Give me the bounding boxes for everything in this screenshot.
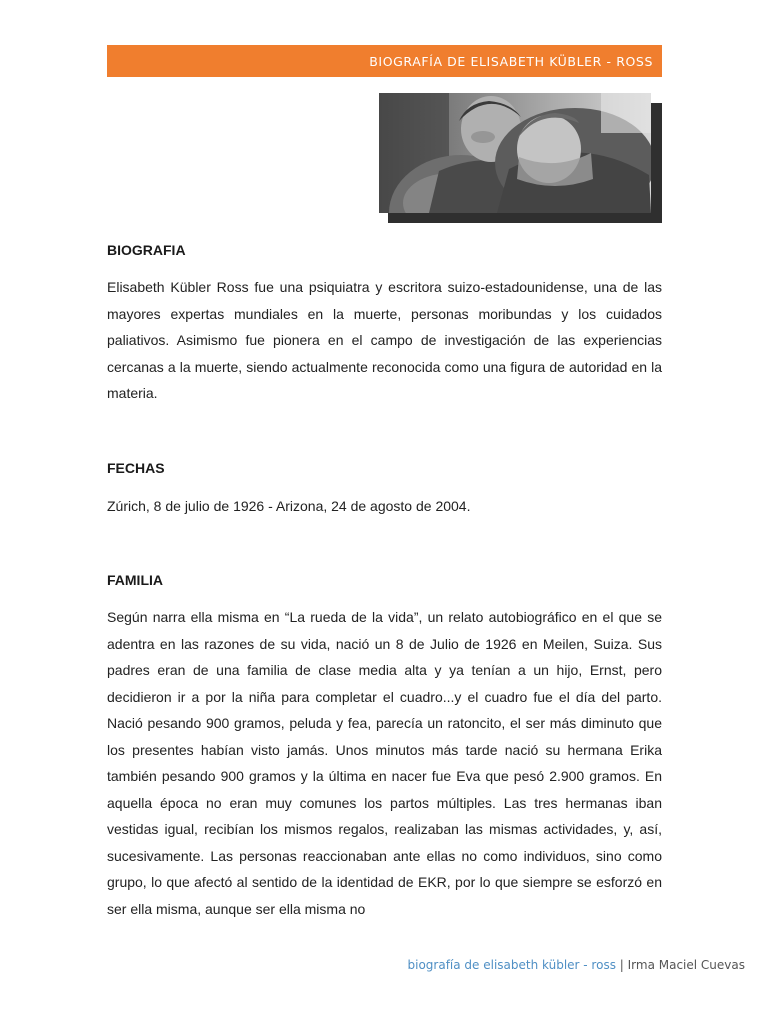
photo-illustration xyxy=(379,93,651,213)
section-title-biografia: BIOGRAFIA xyxy=(107,242,186,258)
header-bar xyxy=(107,45,662,77)
document-title: BIOGRAFÍA DE ELISABETH KÜBLER - ROSS xyxy=(369,53,653,69)
footer-document-title: biografía de elisabeth kübler - ross xyxy=(407,958,616,972)
page-footer xyxy=(408,958,746,972)
paragraph-familia: Según narra ella misma en “La rueda de la vida”, un relato autobiográfico en el que se adentra en las razones de su vida, nació un 8 de Julio de 1926 en Meilen, Suiza. Sus padres eran de una familia de clase media alta y ya tenían a un hijo, Ernst, pero decidieron ir a por la niña para completar el cuadro...y el cuadro fue el día del parto. Nació pesando 900 gramos, peluda y fea, parecía un ratoncito, el ser más diminuto que los presentes habían visto jamás. Unos minutos más tarde nació su hermana Erika también pesando 900 gramos y la última en nacer fue Eva que pesó 2.900 gramos. En aquella época no eran muy comunes los partos múltiples. Las tres hermanas iban vestidas igual, recibían los mismos regalos, realizaban las mismas actividades, y, así, sucesivamente. Las personas reaccionaban ante ellas no como individuos, sino como grupo, lo que afectó al sentido de la identidad de EKR, por lo que siempre se esforzó en ser ella misma, aunque ser ella misma no xyxy=(107,609,662,917)
photo-two-women-embracing xyxy=(379,93,651,213)
footer-author: Irma Maciel Cuevas xyxy=(627,958,745,972)
section-title-familia: FAMILIA xyxy=(107,572,163,588)
footer-separator: | xyxy=(615,958,628,972)
section-title-fechas: FECHAS xyxy=(107,460,165,476)
paragraph-biografia: Elisabeth Kübler Ross fue una psiquiatra y escritora suizo-estadounidense, una de las mayores expertas mundiales en la muerte, personas moribundas y los cuidados paliativos. Asimismo fue pionera en el campo de investigación de las experiencias cercanas a la muerte, siendo actualmente reconocida como una figura de autoridad en la materia. xyxy=(107,279,662,401)
paragraph-fechas: Zúrich, 8 de julio de 1926 - Arizona, 24 de agosto de 2004. xyxy=(107,498,471,514)
